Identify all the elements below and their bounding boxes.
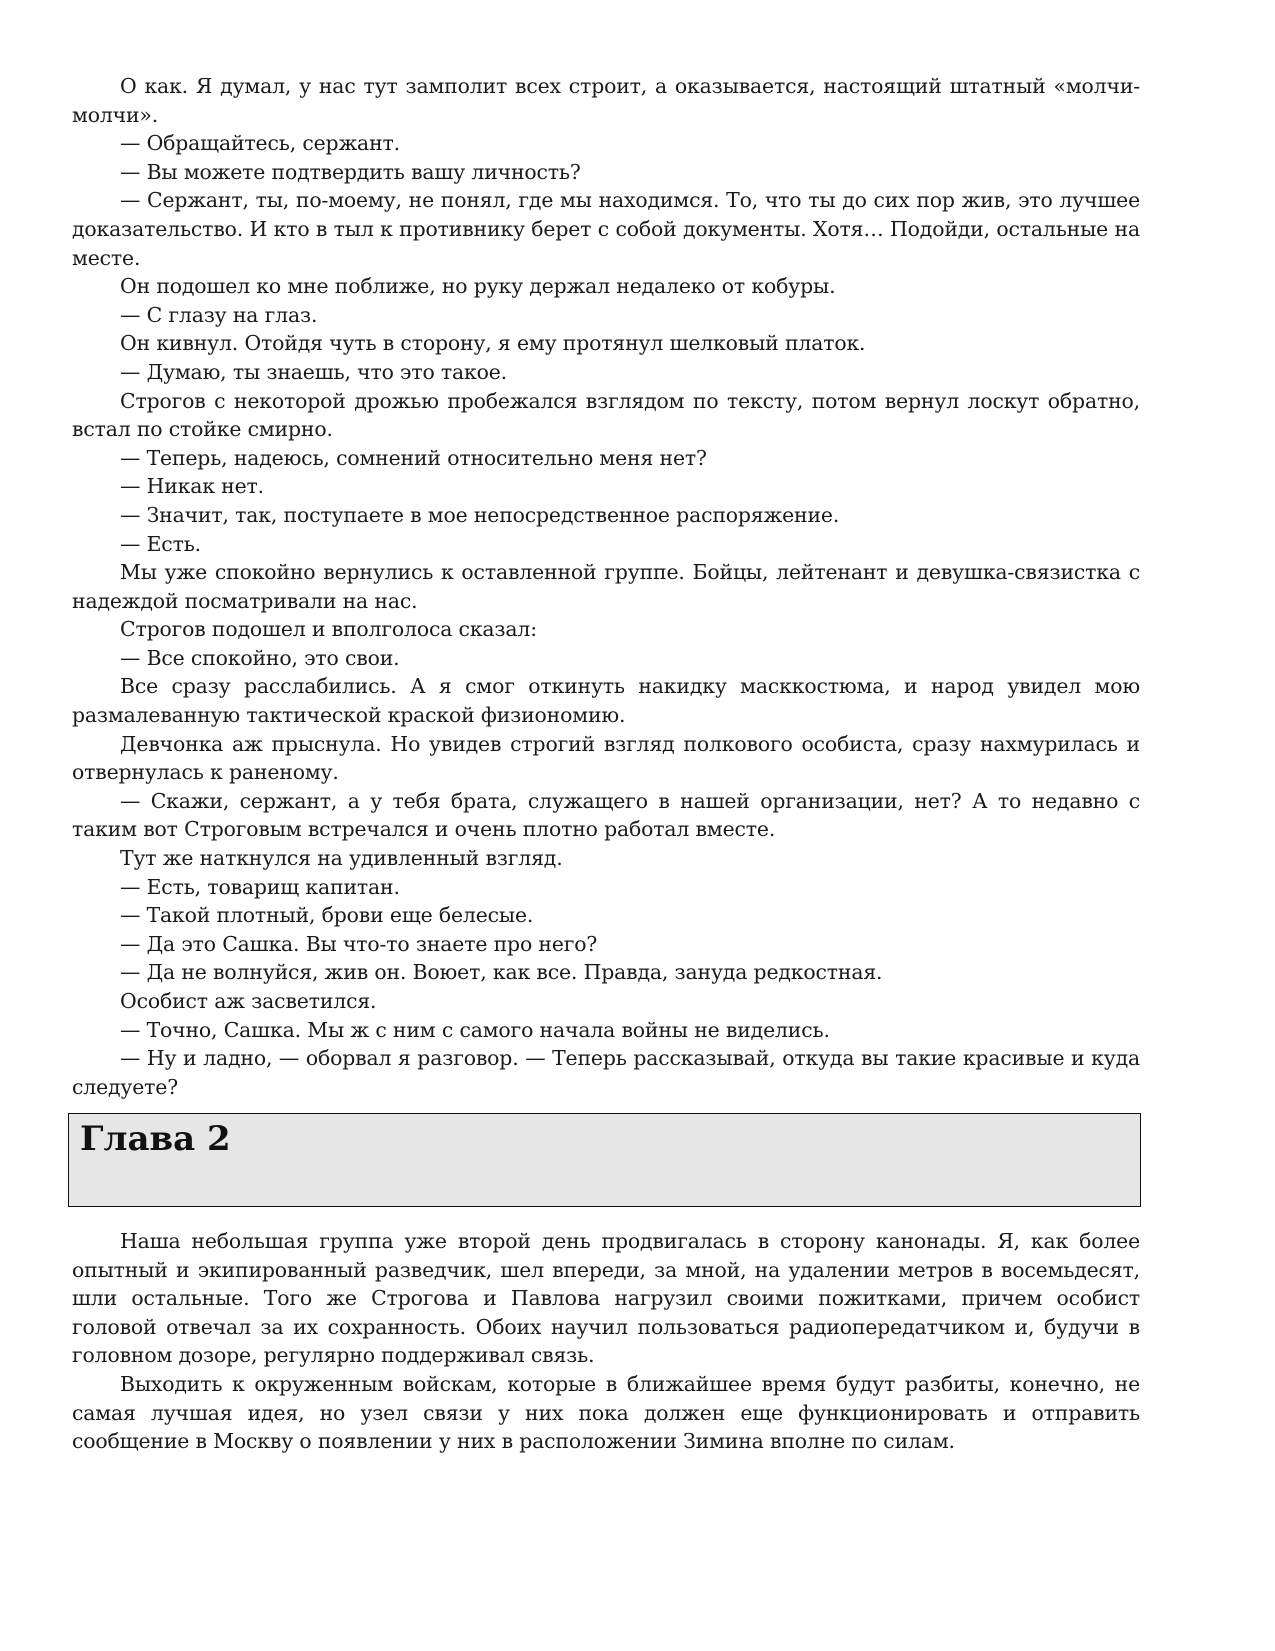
paragraph: Все сразу расслабились. А я смог откинуть накидку масккостюма, и народ увидел мою размалеванную тактической краской физиономию. xyxy=(72,674,1140,728)
chapter-title: Глава 2 xyxy=(80,1119,231,1159)
paragraph: Тут же наткнулся на удивленный взгляд. xyxy=(120,846,563,871)
paragraph: — Думаю, ты знаешь, что это такое. xyxy=(120,359,508,384)
paragraph: — Значит, так, поступаете в мое непосредственное распоряжение. xyxy=(120,502,840,527)
paragraph: — Никак нет. xyxy=(120,474,264,499)
paragraph: Наша небольшая группа уже второй день продвигалась в сторону канонады. Я, как более опытный и экипированный разведчик, шел впереди, за мной, на удалении метров в восемьдесят, шли остальные. Того же Строгова и Павлова нагрузил своими пожитками, причем особист головой отвечал за их сохранность. Обоих научил пользоваться радиопередатчиком и, будучи в головном дозоре, регулярно поддерживал связь. xyxy=(72,1229,1140,1368)
paragraph: — С глазу на глаз. xyxy=(120,302,318,327)
paragraph: — Теперь, надеюсь, сомнений относительно меня нет? xyxy=(120,445,707,470)
paragraph: Выходить к окруженным войскам, которые в ближайшее время будут разбиты, конечно, не самая лучшая идея, но узел связи у них пока должен еще функционировать и отправить сообщение в Москву о появлении у них в расположении Зимина вполне по силам. xyxy=(72,1371,1140,1454)
paragraph: Строгов подошел и вполголоса сказал: xyxy=(120,617,537,642)
paragraph: — Точно, Сашка. Мы ж с ним с самого начала войны не виделись. xyxy=(120,1017,830,1042)
section-2-text xyxy=(72,1227,1140,1456)
paragraph: — Да это Сашка. Вы что-то знаете про него? xyxy=(120,931,598,956)
paragraph: — Обращайтесь, сержант. xyxy=(120,131,400,156)
chapter-heading-box xyxy=(68,1113,1141,1207)
section-1-text xyxy=(72,72,1140,1101)
paragraph: Он кивнул. Отойдя чуть в сторону, я ему протянул шелковый платок. xyxy=(120,331,866,356)
paragraph: Он подошел ко мне поближе, но руку держал недалеко от кобуры. xyxy=(120,274,836,299)
paragraph: — Все спокойно, это свои. xyxy=(120,645,400,670)
paragraph: — Да не волнуйся, жив он. Воюет, как все. Правда, зануда редкостная. xyxy=(120,960,883,985)
paragraph: О как. Я думал, у нас тут замполит всех строит, а оказывается, настоящий штатный «молчи-молчи». xyxy=(72,74,1140,127)
paragraph: Строгов с некоторой дрожью пробежался взглядом по тексту, потом вернул лоскут обратно, встал по стойке смирно. xyxy=(72,388,1140,442)
paragraph: Девчонка аж прыснула. Но увидев строгий взгляд полкового особиста, сразу нахмурилась и отвернулась к раненому. xyxy=(72,731,1140,785)
paragraph: Особист аж засветился. xyxy=(120,989,377,1013)
paragraph: — Скажи, сержант, а у тебя брата, служащего в нашей организации, нет? А то недавно с таким вот Строговым встречался и очень плотно работал вместе. xyxy=(72,788,1140,842)
paragraph: — Сержант, ты, по-моему, не понял, где мы находимся. То, что ты до сих пор жив, это лучшее доказательство. И кто в тыл к противнику берет с собой документы. Хотя… Подойди, остальные на месте. xyxy=(72,188,1140,270)
paragraph: — Есть, товарищ капитан. xyxy=(120,874,400,899)
paragraph: — Ну и ладно, — оборвал я разговор. — Теперь рассказывай, откуда вы такие красивые и куда следуете? xyxy=(72,1046,1140,1099)
paragraph: — Такой плотный, брови еще белесые. xyxy=(120,903,534,928)
paragraph: — Есть. xyxy=(120,531,201,556)
paragraph: Мы уже спокойно вернулись к оставленной группе. Бойцы, лейтенант и девушка-связистка с надеждой посматривали на нас. xyxy=(72,560,1140,613)
paragraph: — Вы можете подтвердить вашу личность? xyxy=(120,159,581,184)
